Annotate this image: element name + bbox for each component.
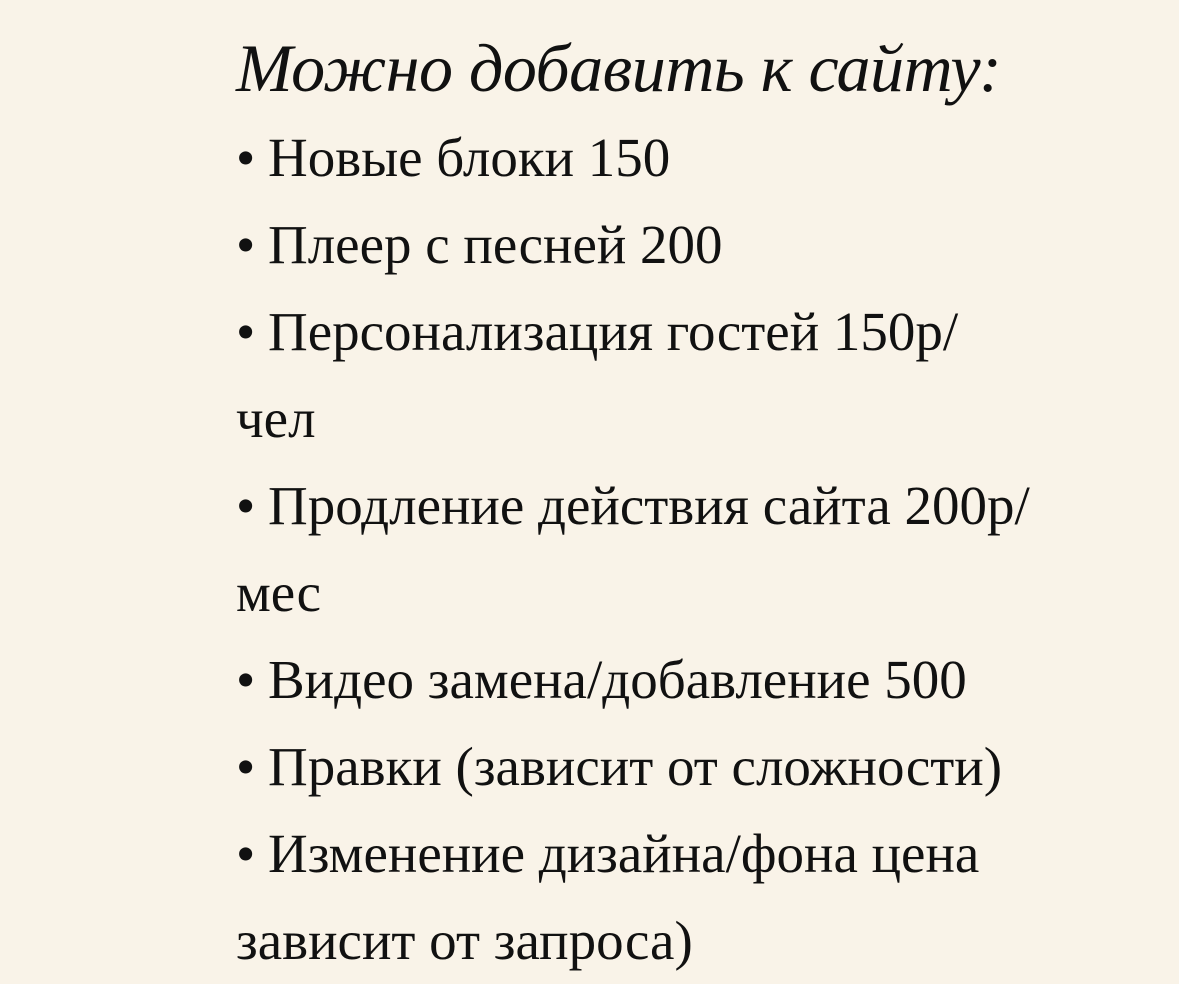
- bullet-icon: •: [236, 649, 256, 710]
- list-item-text: Правки (зависит от сложности): [268, 736, 1003, 797]
- addons-heading: Можно добавить к сайту:: [236, 30, 1002, 106]
- list-item-text: Новые блоки 150: [268, 127, 671, 188]
- bullet-icon: •: [236, 127, 256, 188]
- bullet-icon: •: [236, 736, 256, 797]
- list-item-text: Плеер с песней 200: [268, 214, 723, 275]
- list-item: [236, 201, 1036, 288]
- list-item-text: Персонализация гостей 150р/чел: [236, 301, 959, 449]
- bullet-icon: •: [236, 301, 256, 362]
- list-item-text: Продление действия сайта 200р/мес: [236, 475, 1030, 623]
- list-item: [236, 288, 1036, 462]
- bullet-icon: •: [236, 475, 256, 536]
- addons-section: [236, 22, 1036, 984]
- list-item-text: Изменение дизайна/фона цена зависит от запроса): [236, 823, 980, 971]
- list-item: [236, 723, 1036, 810]
- list-item: [236, 636, 1036, 723]
- list-item-text: Видео замена/добавление 500: [268, 649, 967, 710]
- addons-list: [236, 114, 1036, 984]
- bullet-icon: •: [236, 823, 256, 884]
- list-item: [236, 810, 1036, 984]
- bullet-icon: •: [236, 214, 256, 275]
- list-item: [236, 114, 1036, 201]
- list-item: [236, 462, 1036, 636]
